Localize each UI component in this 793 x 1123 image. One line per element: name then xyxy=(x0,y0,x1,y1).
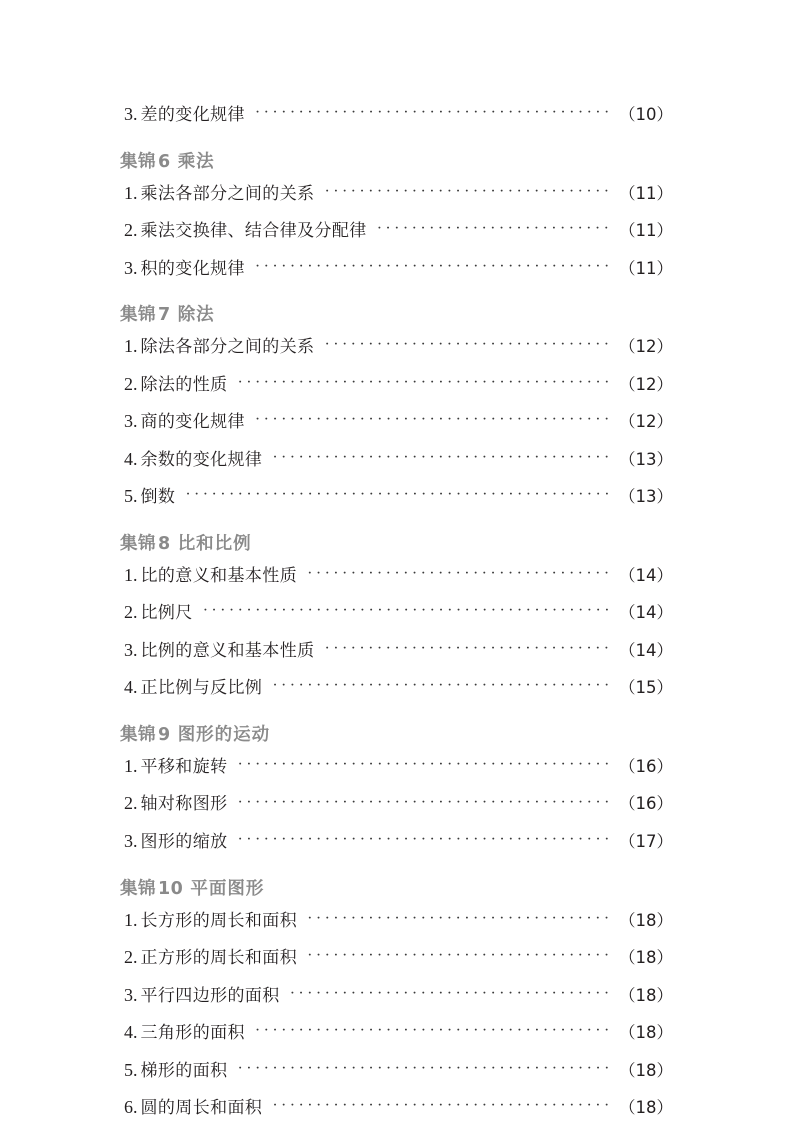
entry-title: 余数的变化规律 xyxy=(140,449,263,470)
toc-entry[interactable] xyxy=(124,673,673,703)
toc-entry[interactable] xyxy=(124,561,673,591)
entry-title: 倒数 xyxy=(140,487,176,508)
leader-dots xyxy=(377,218,609,236)
entry-page-number: （18） xyxy=(619,985,673,1005)
entry-page-number: （10） xyxy=(619,105,673,124)
leader-dots xyxy=(272,675,609,693)
entry-index: 3. xyxy=(124,257,138,278)
entry-page-number: （18） xyxy=(619,948,673,968)
toc-entry[interactable] xyxy=(124,943,673,973)
section-number: 7 xyxy=(158,305,171,326)
section-title: 除法 xyxy=(177,305,215,326)
leader-dots xyxy=(272,447,609,465)
table-of-contents xyxy=(118,100,673,1123)
toc-section-heading xyxy=(120,721,673,746)
entry-index: 1. xyxy=(124,755,138,776)
toc-entry[interactable] xyxy=(124,789,673,819)
section-title: 比和比例 xyxy=(177,533,252,554)
entry-index: 5. xyxy=(124,486,138,507)
leader-dots xyxy=(325,181,610,199)
leader-dots xyxy=(325,638,610,656)
entry-title: 图形的缩放 xyxy=(140,831,228,852)
entry-index: 3. xyxy=(124,104,138,124)
toc-entry[interactable] xyxy=(124,598,673,628)
entry-title: 积的变化规律 xyxy=(140,258,245,279)
toc-entry[interactable] xyxy=(124,254,673,284)
toc-section-heading xyxy=(120,148,673,173)
leader-dots xyxy=(185,484,609,502)
section-number: 6 xyxy=(158,151,171,172)
entry-page-number: （11） xyxy=(619,258,673,278)
section-label: 集锦 xyxy=(120,533,156,554)
entry-page-number: （18） xyxy=(619,910,673,930)
section-number: 9 xyxy=(158,724,171,745)
toc-entry[interactable] xyxy=(124,1093,673,1123)
entry-title: 三角形的面积 xyxy=(140,1023,245,1044)
leader-dots xyxy=(255,256,609,274)
leader-dots xyxy=(255,409,609,427)
entry-title: 轴对称图形 xyxy=(140,794,228,815)
leader-dots xyxy=(255,1020,609,1038)
section-label: 集锦 xyxy=(120,878,156,899)
leader-dots xyxy=(325,334,610,352)
entry-index: 6. xyxy=(124,1097,138,1118)
entry-title: 比的意义和基本性质 xyxy=(140,565,298,586)
entry-index: 4. xyxy=(124,1022,138,1043)
entry-index: 3. xyxy=(124,639,138,660)
entry-title: 正方形的周长和面积 xyxy=(140,948,298,969)
entry-page-number: （18） xyxy=(619,1060,673,1080)
leader-dots xyxy=(255,102,609,120)
section-number: 8 xyxy=(158,533,171,554)
entry-page-number: （18） xyxy=(619,1098,673,1118)
entry-page-number: （11） xyxy=(619,183,673,203)
entry-page-number: （12） xyxy=(619,412,673,432)
toc-entry[interactable] xyxy=(124,1018,673,1048)
toc-section-heading xyxy=(120,875,673,900)
leader-dots xyxy=(307,563,609,581)
entry-index: 1. xyxy=(124,909,138,930)
toc-entry[interactable] xyxy=(124,332,673,362)
toc-entry[interactable] xyxy=(124,827,673,857)
leader-dots xyxy=(307,908,609,926)
section-label: 集锦 xyxy=(120,305,156,326)
entry-index: 2. xyxy=(124,947,138,968)
entry-title: 平行四边形的面积 xyxy=(140,985,280,1006)
entry-index: 1. xyxy=(124,336,138,357)
entry-index: 4. xyxy=(124,448,138,469)
entry-index: 2. xyxy=(124,602,138,623)
entry-title: 圆的周长和面积 xyxy=(140,1098,263,1119)
toc-entry[interactable] xyxy=(124,179,673,209)
entry-page-number: （16） xyxy=(619,794,673,814)
leader-dots xyxy=(203,600,609,618)
toc-entry[interactable] xyxy=(124,216,673,246)
leader-dots xyxy=(238,791,610,809)
entry-index: 2. xyxy=(124,793,138,814)
entry-index: 2. xyxy=(124,220,138,241)
entry-page-number: （17） xyxy=(619,831,673,851)
toc-entry[interactable] xyxy=(124,1056,673,1086)
toc-entry[interactable] xyxy=(124,100,673,130)
entry-page-number: （11） xyxy=(619,221,673,241)
section-title: 乘法 xyxy=(177,151,215,172)
toc-section-heading xyxy=(120,301,673,326)
entry-index: 2. xyxy=(124,373,138,394)
entry-title: 乘法交换律、结合律及分配律 xyxy=(140,221,367,242)
toc-entry[interactable] xyxy=(124,445,673,475)
entry-title: 除法的性质 xyxy=(140,374,228,395)
leader-dots xyxy=(272,1095,609,1113)
entry-index: 3. xyxy=(124,830,138,851)
entry-title: 比例尺 xyxy=(140,603,193,624)
section-title: 平面图形 xyxy=(190,878,265,899)
section-number: 10 xyxy=(158,878,184,899)
entry-page-number: （12） xyxy=(619,337,673,357)
entry-page-number: （15） xyxy=(619,678,673,698)
toc-entry[interactable] xyxy=(124,482,673,512)
toc-entry[interactable] xyxy=(124,407,673,437)
entry-page-number: （12） xyxy=(619,374,673,394)
section-title: 图形的运动 xyxy=(177,724,271,745)
entry-index: 4. xyxy=(124,677,138,698)
leader-dots xyxy=(290,983,609,1001)
entry-title: 商的变化规律 xyxy=(140,412,245,433)
entry-page-number: （16） xyxy=(619,756,673,776)
entry-index: 3. xyxy=(124,411,138,432)
entry-page-number: （14） xyxy=(619,603,673,623)
entry-index: 3. xyxy=(124,984,138,1005)
entry-index: 1. xyxy=(124,182,138,203)
section-label: 集锦 xyxy=(120,151,156,172)
entry-title: 乘法各部分之间的关系 xyxy=(140,183,315,204)
entry-title: 长方形的周长和面积 xyxy=(140,910,298,931)
toc-entry[interactable] xyxy=(124,981,673,1011)
leader-dots xyxy=(238,372,610,390)
leader-dots xyxy=(307,945,609,963)
entry-page-number: （14） xyxy=(619,640,673,660)
entry-title: 平移和旋转 xyxy=(140,756,228,777)
toc-entry[interactable] xyxy=(124,752,673,782)
entry-title: 除法各部分之间的关系 xyxy=(140,337,315,358)
entry-page-number: （18） xyxy=(619,1023,673,1043)
leader-dots xyxy=(238,829,610,847)
section-label: 集锦 xyxy=(120,724,156,745)
toc-entry[interactable] xyxy=(124,906,673,936)
toc-entry[interactable] xyxy=(124,370,673,400)
entry-title: 梯形的面积 xyxy=(140,1060,228,1081)
entry-index: 1. xyxy=(124,564,138,585)
entry-title: 差的变化规律 xyxy=(140,105,245,125)
leader-dots xyxy=(238,1058,610,1076)
entry-page-number: （13） xyxy=(619,487,673,507)
entry-index: 5. xyxy=(124,1059,138,1080)
entry-title: 正比例与反比例 xyxy=(140,678,263,699)
toc-entry[interactable] xyxy=(124,636,673,666)
entry-page-number: （13） xyxy=(619,449,673,469)
entry-page-number: （14） xyxy=(619,565,673,585)
leader-dots xyxy=(238,754,610,772)
entry-title: 比例的意义和基本性质 xyxy=(140,640,315,661)
toc-section-heading xyxy=(120,530,673,555)
